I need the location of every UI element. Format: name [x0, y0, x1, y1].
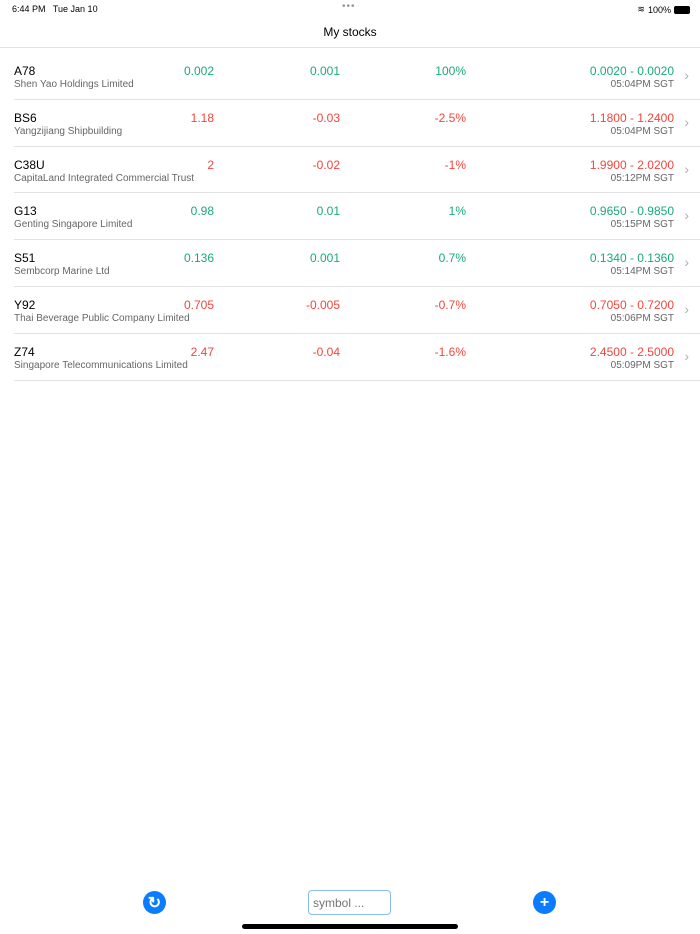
- stock-symbol: Z74: [14, 344, 35, 359]
- stock-name: Thai Beverage Public Company Limited: [14, 312, 190, 324]
- multitasking-dots-icon[interactable]: •••: [342, 1, 356, 12]
- stock-day-range: 0.0020 - 0.0020: [589, 64, 674, 78]
- stock-update-time: 05:12PM SGT: [610, 172, 674, 184]
- stock-symbol: Y92: [14, 297, 36, 312]
- stock-percent-change: -1.6%: [434, 344, 466, 359]
- plus-icon: +: [539, 893, 550, 911]
- stock-price: 0.136: [183, 251, 214, 266]
- stock-day-range: 0.9650 - 0.9850: [589, 204, 674, 219]
- stock-day-range: 0.7050 - 0.7200: [589, 297, 674, 312]
- stock-price: 1.18: [190, 110, 214, 125]
- chevron-right-icon: ›: [684, 207, 689, 224]
- stock-update-time: 05:06PM SGT: [610, 312, 674, 324]
- stock-update-time: 05:04PM SGT: [610, 125, 674, 137]
- refresh-icon: ↻: [147, 894, 162, 912]
- refresh-button[interactable]: [143, 891, 166, 914]
- wifi-icon: ︎≋: [637, 4, 645, 14]
- stock-day-range: 0.1340 - 0.1360: [589, 251, 674, 266]
- stock-name: Sembcorp Marine Ltd: [14, 266, 110, 278]
- chevron-right-icon: ›: [684, 347, 689, 364]
- chevron-right-icon: ›: [684, 67, 689, 83]
- chevron-right-icon: ›: [684, 160, 689, 177]
- status-bar: [0, 0, 700, 18]
- stock-row[interactable]: [14, 193, 700, 240]
- stock-percent-change: -1%: [444, 157, 466, 172]
- stock-day-range: 1.1800 - 1.2400: [589, 110, 674, 125]
- stock-row[interactable]: [14, 100, 700, 147]
- stock-name: CapitaLand Integrated Commercial Trust: [14, 172, 195, 184]
- battery-icon: [674, 6, 690, 14]
- chevron-right-icon: ›: [684, 254, 689, 271]
- stock-change: -0.005: [305, 297, 340, 312]
- stock-price: 2: [207, 157, 214, 172]
- stock-row[interactable]: [14, 53, 700, 100]
- stock-name: Yangzijiang Shipbuilding: [14, 125, 123, 137]
- stock-symbol: S51: [14, 251, 36, 266]
- battery-percent: 100%: [647, 4, 671, 15]
- stock-change: -0.03: [312, 110, 340, 125]
- stock-row[interactable]: [14, 240, 700, 287]
- status-time: 6:44 PM Tue Jan 10: [12, 4, 98, 14]
- stock-percent-change: 0.7%: [438, 251, 466, 266]
- stock-row[interactable]: [14, 287, 700, 334]
- stock-price: 0.002: [183, 64, 214, 78]
- stock-name: Genting Singapore Limited: [14, 219, 133, 231]
- divider: [0, 47, 700, 48]
- stock-day-range: 1.9900 - 2.0200: [589, 157, 674, 172]
- stock-price: 0.705: [183, 297, 214, 312]
- stock-change: -0.02: [312, 157, 340, 172]
- chevron-right-icon: ›: [684, 113, 689, 130]
- chevron-right-icon: ›: [684, 300, 689, 317]
- symbol-input[interactable]: [308, 890, 391, 915]
- stock-row[interactable]: [14, 334, 700, 381]
- stock-percent-change: 1%: [448, 204, 466, 219]
- stock-change: 0.001: [309, 64, 340, 78]
- page-title: My stocks: [323, 25, 377, 39]
- stock-change: -0.04: [312, 344, 340, 359]
- stock-update-time: 05:04PM SGT: [610, 79, 674, 90]
- stock-symbol: G13: [14, 204, 37, 219]
- add-button[interactable]: [533, 891, 556, 914]
- stock-change: 0.01: [316, 204, 340, 219]
- stock-update-time: 05:09PM SGT: [610, 359, 674, 371]
- stock-update-time: 05:15PM SGT: [610, 219, 674, 231]
- home-indicator: [242, 924, 458, 929]
- stock-percent-change: 100%: [435, 64, 466, 78]
- stock-row[interactable]: [14, 147, 700, 194]
- stock-list: [14, 53, 700, 381]
- stock-name: Shen Yao Holdings Limited: [14, 79, 134, 90]
- stock-update-time: 05:14PM SGT: [610, 266, 674, 278]
- stock-price: 2.47: [190, 344, 214, 359]
- stock-price: 0.98: [190, 204, 214, 219]
- stock-symbol: C38U: [14, 157, 45, 172]
- stock-day-range: 2.4500 - 2.5000: [589, 344, 674, 359]
- stock-percent-change: -2.5%: [434, 110, 466, 125]
- stock-percent-change: -0.7%: [434, 297, 466, 312]
- stock-change: 0.001: [309, 251, 340, 266]
- stock-symbol: A78: [14, 64, 36, 78]
- stock-symbol: BS6: [14, 110, 37, 125]
- stock-name: Singapore Telecommunications Limited: [14, 359, 188, 371]
